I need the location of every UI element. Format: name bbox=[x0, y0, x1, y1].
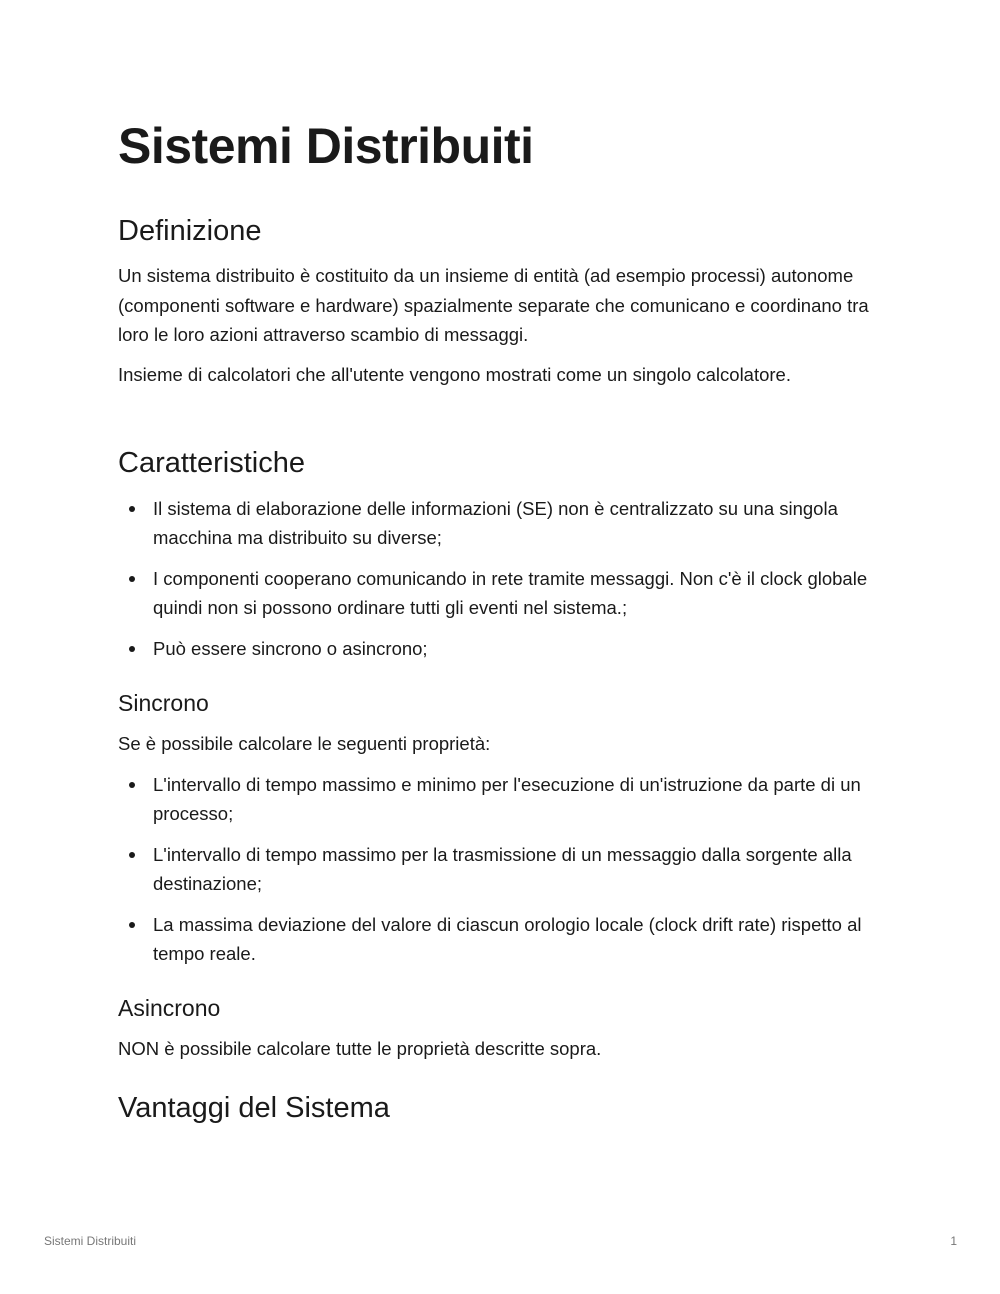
definizione-paragraph-1: Un sistema distribuito è costituito da un insieme di entità (ad esempio processi) autonome (componenti software e hardware) spazialmente separate che comunicano e coordinano tra loro le loro azioni attraverso scambio di messaggi. bbox=[118, 265, 869, 345]
asincrono-text: NON è possibile calcolare tutte le proprietà descritte sopra. bbox=[118, 1038, 602, 1059]
section-heading-vantaggi: Vantaggi del Sistema bbox=[118, 1092, 390, 1124]
bullet-icon bbox=[129, 576, 135, 582]
list-item-text: L'intervallo di tempo massimo per la trasmissione di un messaggio dalla sorgente alla destinazione; bbox=[153, 844, 852, 894]
bullet-icon bbox=[129, 852, 135, 858]
subsection-heading-sincrono: Sincrono bbox=[118, 690, 209, 716]
subsection-heading-asincrono: Asincrono bbox=[118, 995, 221, 1021]
list-item bbox=[118, 910, 878, 968]
footer-page-number: 1 bbox=[950, 1234, 957, 1248]
bullet-icon bbox=[129, 646, 135, 652]
list-item-text: L'intervallo di tempo massimo e minimo per l'esecuzione di un'istruzione da parte di un processo; bbox=[153, 774, 861, 824]
footer-document-title: Sistemi Distribuiti bbox=[44, 1234, 137, 1248]
bullet-icon bbox=[129, 922, 135, 928]
list-item bbox=[118, 564, 878, 622]
caratteristiche-list bbox=[118, 494, 878, 675]
list-item bbox=[118, 634, 878, 663]
list-item-text: I componenti cooperano comunicando in rete tramite messaggi. Non c'è il clock globale quindi non si possono ordinare tutti gli eventi nel sistema.; bbox=[153, 568, 868, 618]
sincrono-intro: Se è possibile calcolare le seguenti proprietà: bbox=[118, 733, 491, 754]
bullet-icon bbox=[129, 506, 135, 512]
sincrono-list bbox=[118, 770, 878, 980]
section-heading-caratteristiche: Caratteristiche bbox=[118, 447, 305, 479]
list-item bbox=[118, 494, 878, 552]
page-title: Sistemi Distribuiti bbox=[118, 118, 534, 174]
section-heading-definizione: Definizione bbox=[118, 215, 262, 247]
definizione-paragraph-2: Insieme di calcolatori che all'utente vengono mostrati come un singolo calcolatore. bbox=[118, 364, 791, 385]
list-item-text: Il sistema di elaborazione delle informazioni (SE) non è centralizzato su una singola macchina ma distribuito su diverse; bbox=[153, 498, 838, 548]
list-item bbox=[118, 840, 878, 898]
bullet-icon bbox=[129, 782, 135, 788]
list-item bbox=[118, 770, 878, 828]
list-item-text: Può essere sincrono o asincrono; bbox=[153, 638, 428, 659]
list-item-text: La massima deviazione del valore di ciascun orologio locale (clock drift rate) rispetto al tempo reale. bbox=[153, 914, 862, 964]
